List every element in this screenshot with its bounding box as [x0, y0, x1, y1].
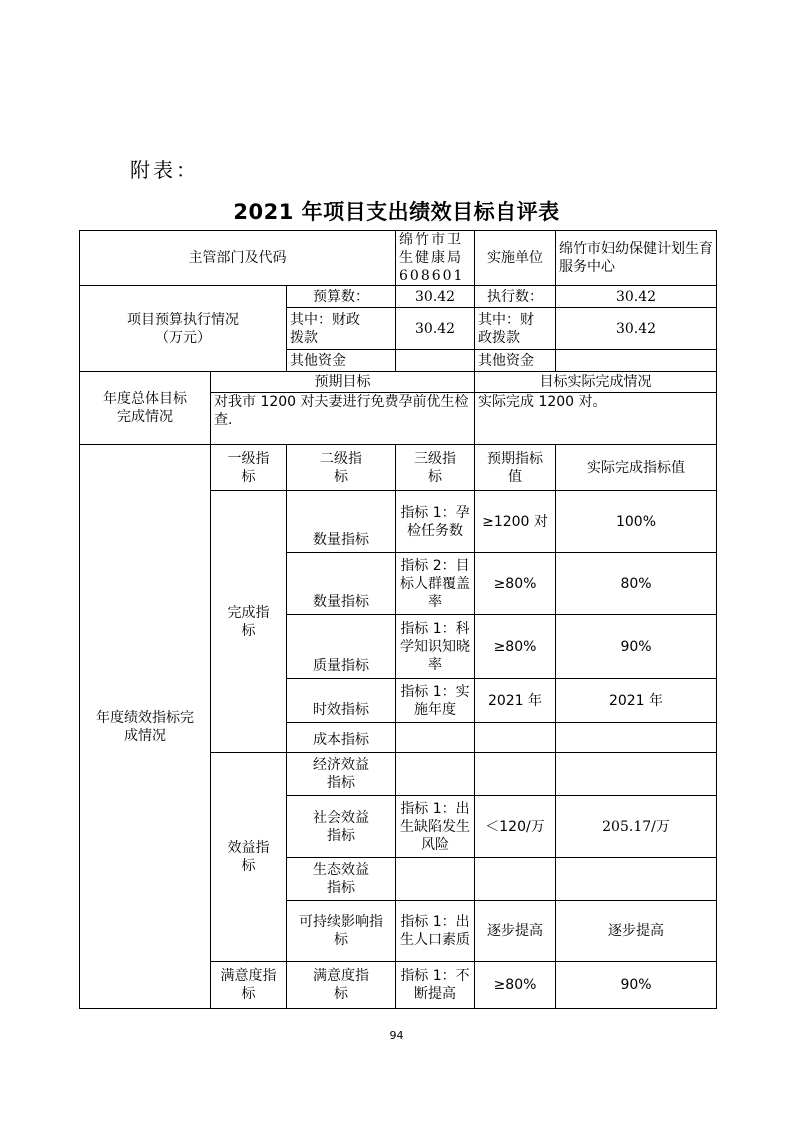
- fiscal-label-right: 其中：财政拨款: [475, 308, 556, 350]
- table-row-level3: [396, 723, 475, 753]
- exec-amount-value: 30.42: [556, 286, 717, 308]
- table-row-actual: 100%: [556, 491, 717, 553]
- table-row-expected: [475, 858, 556, 901]
- table-row-expected: [475, 753, 556, 796]
- unit-value: 绵竹市妇幼保健计划生育服务中心: [556, 231, 717, 286]
- table-row-expected: ＜120/万: [475, 796, 556, 858]
- other-funds-left: 其他资金: [287, 350, 396, 372]
- table-row-expected: ≥1200 对: [475, 491, 556, 553]
- table-row-level2: 成本指标: [287, 723, 396, 753]
- unit-label: 实施单位: [475, 231, 556, 286]
- col-level3: 三级指标: [396, 445, 475, 491]
- page-title: 2021 年项目支出绩效目标自评表: [233, 200, 560, 224]
- col-level2: 二级指标: [287, 445, 396, 491]
- table-row-level2: 质量指标: [287, 615, 396, 679]
- table-row-level3: [396, 753, 475, 796]
- col-actual: 实际完成指标值: [556, 445, 717, 491]
- table-row-actual: 205.17/万: [556, 796, 717, 858]
- indicators-label: 年度绩效指标完成情况: [80, 445, 211, 1009]
- fiscal-label-left: 其中：财政拨款: [287, 308, 396, 350]
- table-row-expected: ≥80%: [475, 962, 556, 1009]
- table-row-expected: 2021 年: [475, 679, 556, 723]
- table-row-expected: ≥80%: [475, 553, 556, 615]
- table-row-level3: 指标 1：科学知识知晓率: [396, 615, 475, 679]
- other-funds-left-value: [396, 350, 475, 372]
- dept-value: 绵竹市卫生健康局 608601: [396, 231, 475, 286]
- goal-label: 年度总体目标完成情况: [80, 372, 211, 445]
- table-row-level3: 指标 1：出生人口素质: [396, 901, 475, 962]
- table-row-expected: 逐步提高: [475, 901, 556, 962]
- other-funds-right-value: [556, 350, 717, 372]
- table-row-actual: 逐步提高: [556, 901, 717, 962]
- table-row-actual: 90%: [556, 962, 717, 1009]
- fiscal-value-left: 30.42: [396, 308, 475, 350]
- budget-amount-value: 30.42: [396, 286, 475, 308]
- table-row-expected: [475, 723, 556, 753]
- fiscal-value-right: 30.42: [556, 308, 717, 350]
- exec-amount-label: 执行数：: [475, 286, 556, 308]
- dept-label: 主管部门及代码: [80, 231, 396, 286]
- other-funds-right: 其他资金: [475, 350, 556, 372]
- table-row-actual: [556, 858, 717, 901]
- table-row-level2: 社会效益指标: [287, 796, 396, 858]
- table-row-actual: [556, 753, 717, 796]
- col-level1: 一级指标: [211, 445, 287, 491]
- budget-label: 项目预算执行情况（万元）: [80, 286, 287, 372]
- table-row-level2: 满意度指标: [287, 962, 396, 1009]
- actual-goal-header: 目标实际完成情况: [475, 372, 717, 393]
- table-row-level3: 指标 1：不断提高: [396, 962, 475, 1009]
- group-satisfaction: 满意度指标: [211, 962, 287, 1009]
- table-row-actual: 2021 年: [556, 679, 717, 723]
- group-completion: 完成指标: [211, 491, 287, 753]
- table-row-actual: 90%: [556, 615, 717, 679]
- table-row-level2: 数量指标: [287, 553, 396, 615]
- attachment-label: 附表：: [130, 158, 199, 182]
- table-row-level3: 指标 1：出生缺陷发生风险: [396, 796, 475, 858]
- table-row-level3: 指标 1：实施年度: [396, 679, 475, 723]
- actual-goal-text: 实际完成 1200 对。: [475, 393, 717, 445]
- table-row-level3: 指标 1：孕检任务数: [396, 491, 475, 553]
- col-expected: 预期指标值: [475, 445, 556, 491]
- budget-amount-label: 预算数：: [287, 286, 396, 308]
- performance-table: [79, 230, 717, 1009]
- table-row-level2: 可持续影响指标: [287, 901, 396, 962]
- table-row-actual: 80%: [556, 553, 717, 615]
- expected-goal-header: 预期目标: [211, 372, 475, 393]
- table-row-expected: ≥80%: [475, 615, 556, 679]
- expected-goal-text: 对我市 1200 对夫妻进行免费孕前优生检查.: [211, 393, 475, 445]
- table-row-level3: 指标 2：目标人群覆盖率: [396, 553, 475, 615]
- group-benefit: 效益指标: [211, 753, 287, 962]
- table-row-level2: 数量指标: [287, 491, 396, 553]
- table-row-level2: 经济效益指标: [287, 753, 396, 796]
- table-row-level2: 时效指标: [287, 679, 396, 723]
- table-row-level3: [396, 858, 475, 901]
- table-row-level2: 生态效益指标: [287, 858, 396, 901]
- page-number: 94: [389, 1029, 404, 1042]
- table-row-actual: [556, 723, 717, 753]
